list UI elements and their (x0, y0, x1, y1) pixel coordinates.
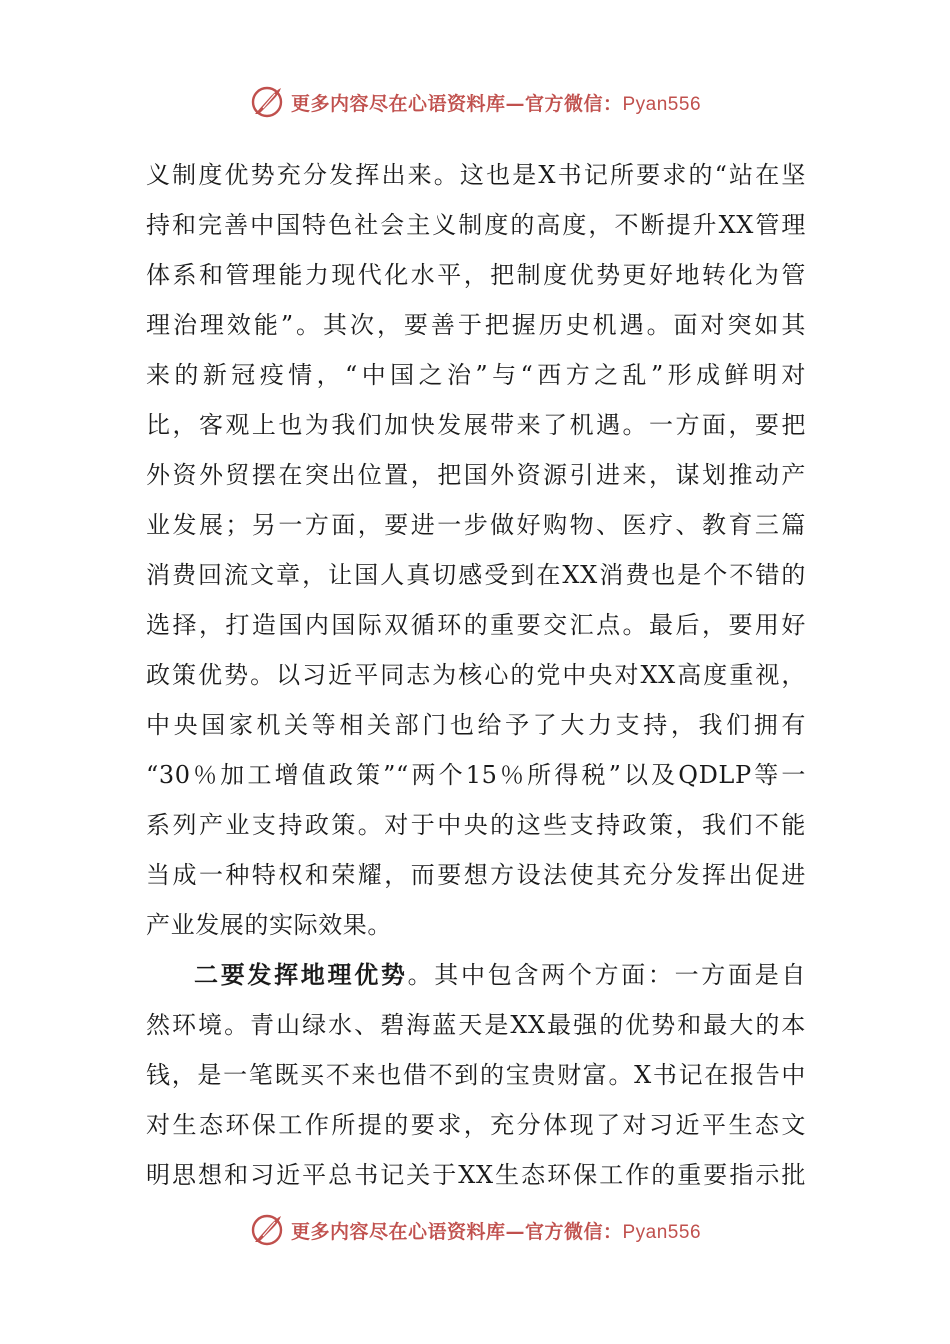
text-line: 然环境。青山绿水、碧海蓝天是XX最强的优势和最大的本 (146, 1011, 806, 1039)
text-line: 体系和管理能力现代化水平，把制度优势更好地转化为管 (146, 261, 806, 289)
text-line: 中央国家机关等相关部门也给予了大力支持，我们拥有 (146, 711, 806, 739)
quill-pen-logo-icon (249, 1212, 285, 1248)
watermark-text: 更多内容尽在心语资料库—官方微信：Pyan556 (290, 1220, 702, 1243)
watermark-handle: Pyan556 (622, 93, 702, 115)
text-line: 理治理效能”。其次，要善于把握历史机遇。面对突如其 (146, 311, 806, 339)
text-line: 选择，打造国内国际双循环的重要交汇点。最后，要用好 (146, 611, 806, 639)
text-line: “30％加工增值政策”“两个15％所得税”以及QDLP等一 (146, 761, 806, 789)
text-line: 业发展；另一方面，要进一步做好购物、医疗、教育三篇 (146, 511, 806, 539)
text-line: 比，客观上也为我们加快发展带来了机遇。一方面，要把 (146, 411, 806, 439)
text-line: 钱，是一笔既买不来也借不到的宝贵财富。X书记在报告中 (146, 1061, 806, 1089)
text-span: 。其中包含两个方面：一方面是自 (407, 961, 806, 989)
text-line: 明思想和习近平总书记关于XX生态环保工作的重要指示批 (146, 1161, 806, 1189)
paragraph-2-first-line (146, 950, 806, 1000)
watermark-text: 更多内容尽在心语资料库—官方微信：Pyan556 (290, 92, 702, 115)
text-line: 系列产业支持政策。对于中央的这些支持政策，我们不能 (146, 811, 806, 839)
document-body (146, 150, 806, 1200)
header-watermark (0, 82, 950, 122)
quill-pen-logo-icon (249, 84, 285, 120)
footer-watermark (0, 1210, 950, 1250)
text-line: 对生态环保工作所提的要求，充分体现了对习近平生态文 (146, 1111, 806, 1139)
text-line: 来的新冠疫情，“中国之治”与“西方之乱”形成鲜明对 (146, 361, 806, 389)
text-line: 当成一种特权和荣耀，而要想方设法使其充分发挥出促进 (146, 861, 806, 889)
text-line: 消费回流文章，让国人真切感受到在XX消费也是个不错的 (146, 561, 806, 589)
paragraph-heading: 二要发挥地理优势 (194, 960, 408, 989)
watermark-handle: Pyan556 (622, 1221, 702, 1243)
text-line: 义制度优势充分发挥出来。这也是X书记所要求的“站在坚 (146, 161, 806, 189)
text-line: 产业发展的实际效果。 (146, 911, 392, 939)
text-line: 持和完善中国特色社会主义制度的高度，不断提升XX管理 (146, 211, 806, 239)
text-line: 政策优势。以习近平同志为核心的党中央对XX高度重视， (146, 661, 806, 689)
text-line: 外资外贸摆在突出位置，把国外资源引进来，谋划推动产 (146, 461, 806, 489)
